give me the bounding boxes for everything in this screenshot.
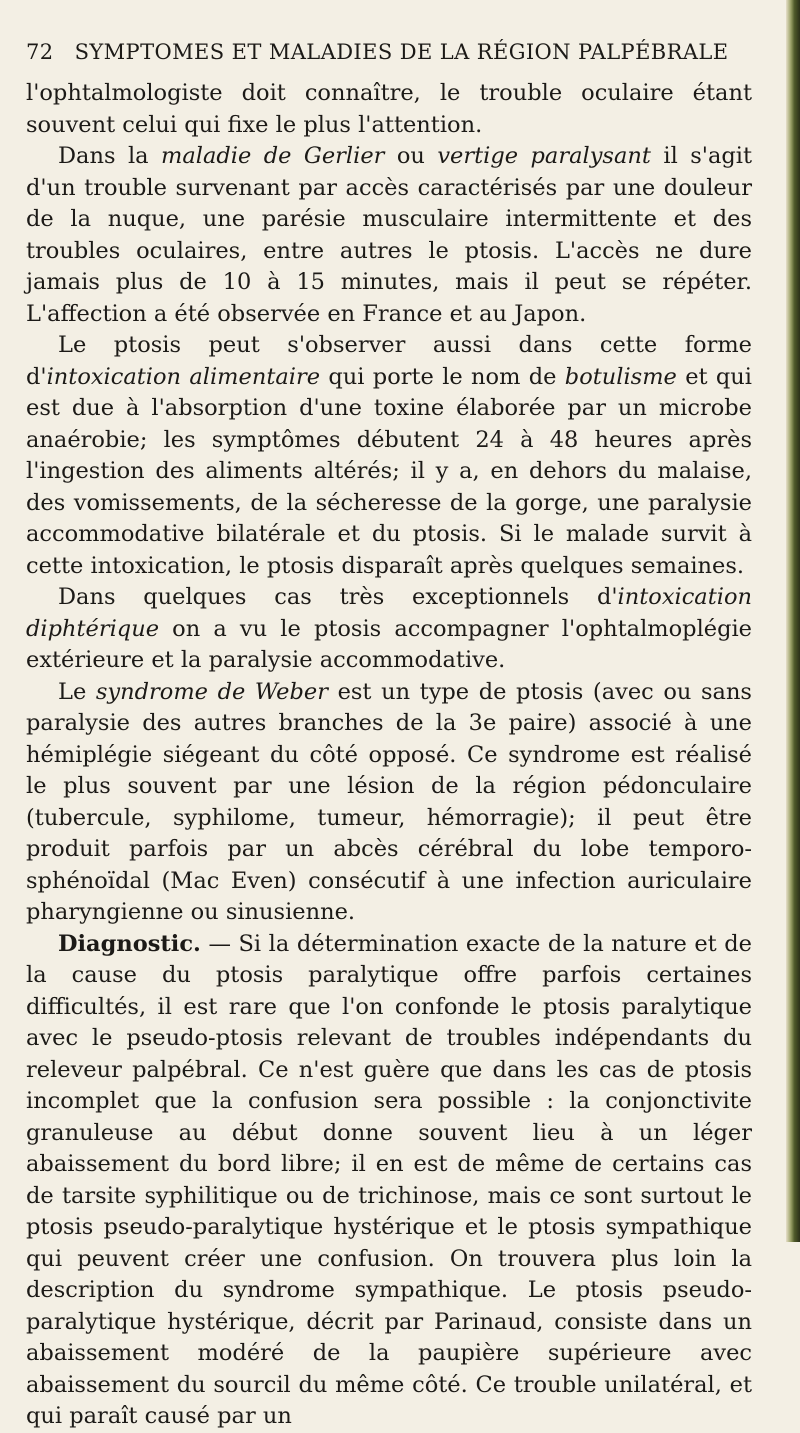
text-run: l'ophtalmologiste doit connaître, le trouble oculaire étant souvent celui qui fixe le plus l'attention. [26,80,752,138]
paragraph [26,330,752,582]
section-heading: Diagnostic. [58,930,201,957]
body-text [26,78,752,1433]
italic-term: botulisme [564,363,677,390]
italic-term: syndrome de Weber [95,678,328,705]
italic-term: intoxication diphtérique [26,584,752,642]
page-number: 72 [26,40,54,64]
italic-term: intoxication alimentaire [46,363,321,390]
text-run: il s'agit d'un trouble survenant par accès caractérisés par une douleur de la nuque, une parésie musculaire intermittente et des troubles oculaires, entre autres le ptosis. L'accès ne dure jamais plus de 10 à 15 minutes, mais il peut se répéter. L'affection a été observée en France et au Japon. [26,143,752,327]
text-run: Le ptosis peut s'observer aussi dans cette forme d' [26,332,752,390]
paragraph [26,582,752,677]
text-run: on a vu le ptosis accompagner l'ophtalmoplégie extérieure et la paralysie accommodative. [26,615,752,673]
text-run: Le [58,678,96,705]
text-run: ou [384,143,438,169]
text-run: est un type de ptosis (avec ou sans paralysie des autres branches de la 3e paire) associé à une hémiplégie siégeant du côté opposé. Ce syndrome est réalisé le plus souvent par une lésion de la région pédonculaire (tubercule, syphilome, tumeur, hémorragie); il peut être produit parfois par un abcès cérébral du lobe temporo-sphénoïdal (Mac Even) consécutif à une infection auriculaire pharyngienne ou sinusienne. [26,678,752,925]
text-run: qui porte le nom de [320,363,565,390]
paragraph [26,78,752,141]
text-run: et qui est due à l'absorption d'une toxine élaborée par un microbe anaérobie; les symptômes débutent 24 à 48 heures après l'ingestion des aliments altérés; il y a, en dehors du malaise, des vomissements, de la sécheresse de la gorge, une paralysie accommodative bilatérale et du ptosis. Si le malade survit à cette intoxication, le ptosis disparaît après quelques semaines. [26,363,752,579]
italic-term: vertige paralysant [437,143,651,169]
paragraph [26,929,752,1433]
running-title: SYMPTOMES ET MALADIES DE LA RÉGION PALPÉBRALE [74,40,729,64]
page-edge-shadow [786,0,800,1242]
paragraph [26,141,752,330]
text-run: Dans quelques cas très exceptionnels d' [58,584,618,610]
running-header [26,40,766,64]
italic-term: maladie de Gerlier [161,143,385,169]
text-run: — Si la détermination exacte de la nature et de la cause du ptosis paralytique offre parfois certaines difficultés, il est rare que l'on confonde le ptosis paralytique avec le pseudo-ptosis relevant de troubles indépendants du releveur palpébral. Ce n'est guère que dans les cas de ptosis incomplet que la confusion sera possible : la conjonctivite granuleuse au début donne souvent lieu à un léger abaissement du bord libre; il en est de même de certains cas de tarsite syphilitique ou de trichinose, mais ce sont surtout le ptosis pseudo-paralytique hystérique et le ptosis sympathique qui peuvent créer une confusion. On trouvera plus loin la description du syndrome sympathique. Le ptosis pseudo-paralytique hystérique, décrit par Parinaud, consiste dans un abaissement modéré de la paupière supérieure avec abaissement du sourcil du même côté. Ce trouble unilatéral, et qui paraît causé par un [26,930,752,1429]
text-run: Dans la [58,143,161,169]
paragraph [26,677,752,929]
